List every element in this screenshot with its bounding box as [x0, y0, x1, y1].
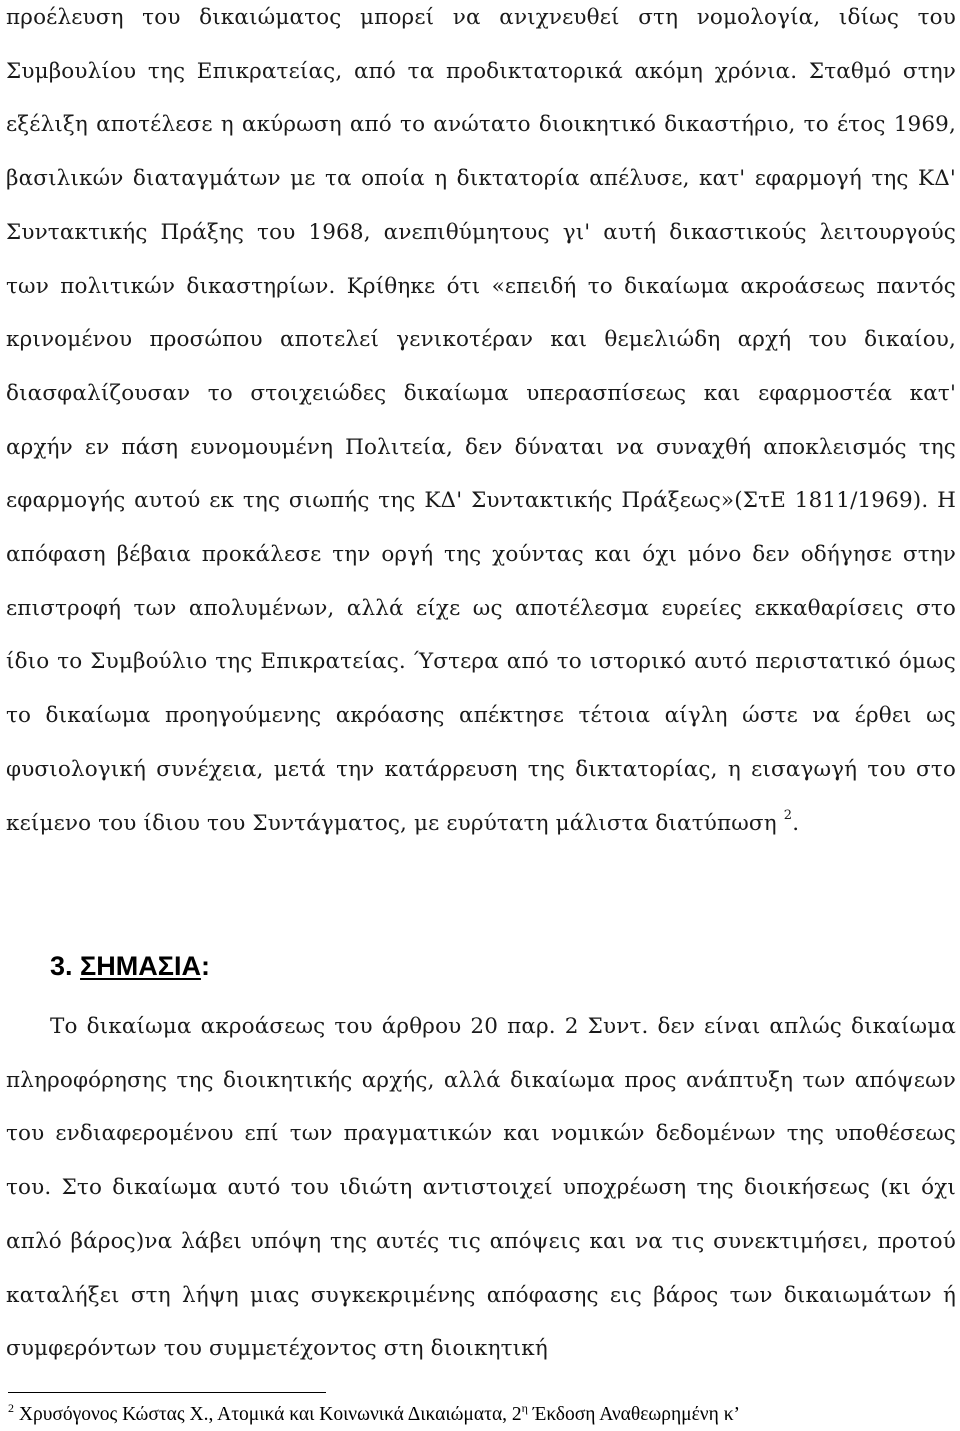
footnote-number: 2	[8, 1400, 14, 1415]
footnote	[8, 1402, 958, 1428]
body-paragraph-1	[6, 0, 956, 850]
body-paragraph-2	[6, 1000, 956, 1376]
footnote-ordinal: η	[521, 1400, 528, 1415]
paragraph-2-text: Το δικαίωμα ακροάσεως του άρθρου 20 παρ. 2 Συντ. δεν είναι απλώς δικαίωμα πληροφόρησης της διοικητικής αρχής, αλλά δικαίωμα προς ανάπτυξη των απόψεων του ενδιαφερομένου επί των πραγματικών και νομικών δεδομένων της υποθέσεως του. Στο δικαίωμα αυτό του ιδιώτη αντιστοιχεί υποχρέωση της διοικήσεως (κι όχι απλό βάρος)να λάβει υπόψη της αυτές τις απόψεις και να τις συνεκτιμήσει, προτού καταλήξει στη λήψη μιας συγκεκριμένης απόφασης εις βάρος των δικαιωμάτων ή συμφερόντων του συμμετέχοντος στη διοικητική	[6, 1014, 956, 1362]
footnote-separator	[8, 1392, 326, 1393]
paragraph-1-end: .	[792, 810, 800, 836]
section-number: 3.	[50, 951, 73, 981]
paragraph-1-text: προέλευση του δικαιώματος μπορεί να ανιχνευθεί στη νομολογία, ιδίως του Συμβουλίου της Επικρατείας, από τα προδικτατορικά ακόμη χρόνια. Σταθμό στην εξέλιξη αποτέλεσε η ακύρωση από το ανώτατο διοικητικό δικαστήριο, το έτος 1969, βασιλικών διαταγμάτων με τα οποία η δικτατορία απέλυσε, κατ' εφαρμογή της ΚΔ' Συντακτικής Πράξης του 1968, ανεπιθύμητους γι' αυτή δικαστικούς λειτουργούς των πολιτικών δικαστηρίων. Κρίθηκε ότι «επειδή το δικαίωμα ακροάσεως παντός κρινομένου προσώπου αποτελεί γενικοτέραν και θεμελιώδη αρχή του δικαίου, διασφαλίζουσαν το στοιχειώδες δικαίωμα υπερασπίσεως και εφαρμοστέα κατ' αρχήν εν πάση ευνομουμένη Πολιτεία, δεν δύναται να συναχθή αποκλεισμός της εφαρμογής αυτού εκ της σιωπής της ΚΔ' Συντακτικής Πράξεως»(ΣτΕ 1811/1969). Η απόφαση βέβαια προκάλεσε την οργή της χούντας και όχι μόνο δεν οδήγησε στην επιστροφή των απολυμένων, αλλά είχε ως αποτέλεσμα ευρείες εκκαθαρίσεις στο ίδιο το Συμβούλιο της Επικρατείας. Ύστερα από το ιστορικό αυτό περιστατικό όμως το δικαίωμα προηγούμενης ακρόασης απέκτησε τέτοια αίγλη ώστε να έρθει ως φυσιολογική συνέχεια, μετά την κατάρρευση της δικτατορίας, η εισαγωγή του στο κείμενο του ίδιου του Συντάγματος, με ευρύτατη μάλιστα διατύπωση	[6, 5, 956, 836]
section-title: ΣΗΜΑΣΙΑ	[80, 951, 201, 981]
section-title-suffix: :	[200, 951, 210, 981]
footnote-text-before: Χρυσόγονος Κώστας Χ., Ατομικά και Κοινωνικά Δικαιώματα, 2	[14, 1404, 522, 1425]
footnote-text-after: Έκδοση Αναθεωρημένη κ’	[527, 1404, 741, 1425]
footnote-reference[interactable]: 2	[783, 808, 793, 824]
section-heading	[50, 946, 210, 986]
